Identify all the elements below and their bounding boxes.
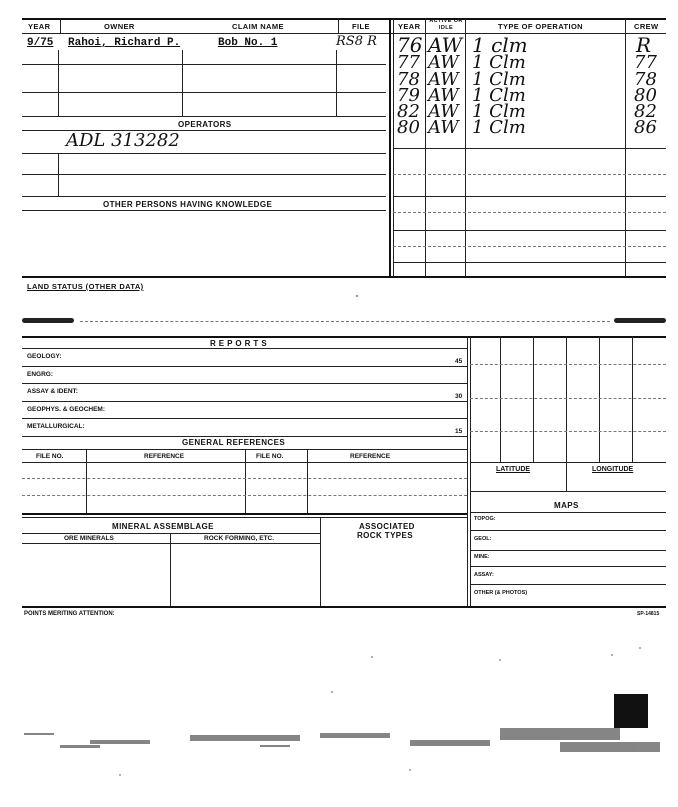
header-year: YEAR xyxy=(28,22,51,31)
activity-header-status: ACTIVE OR IDLE xyxy=(429,18,463,31)
report-label: GEOLOGY: xyxy=(27,353,62,360)
report-number: 30 xyxy=(455,393,463,400)
map-row-label: GEOL: xyxy=(474,536,492,542)
activity-row: 80 xyxy=(634,85,657,106)
activity-row: AW xyxy=(428,117,459,138)
entry-file: RS8 R xyxy=(336,34,377,49)
activity-row: 1 Clm xyxy=(472,69,526,90)
activity-row: AW xyxy=(428,33,463,57)
report-number: 15 xyxy=(455,428,463,435)
activity-row: 79 xyxy=(397,85,420,106)
activity-row: 77 xyxy=(634,52,657,73)
report-label: ENGRG: xyxy=(27,371,53,378)
map-row-label: TOPOG: xyxy=(474,516,496,522)
activity-row: 77 xyxy=(397,52,420,73)
report-label: ASSAY & IDENT: xyxy=(27,388,78,395)
activity-row: 82 xyxy=(634,101,657,122)
activity-row: 86 xyxy=(634,117,657,138)
ore-minerals-label: ORE MINERALS xyxy=(64,535,114,542)
points-meriting-label: POINTS MERITING ATTENTION: xyxy=(24,611,115,617)
reports-title: R E P O R T S xyxy=(210,339,268,348)
operators-label: OPERATORS xyxy=(178,120,232,129)
entry-owner: Rahoi, Richard P. xyxy=(68,37,181,49)
activity-header-year: YEAR xyxy=(398,22,421,31)
other-persons-label: OTHER PERSONS HAVING KNOWLEDGE xyxy=(103,200,273,209)
operators-entry: ADL 313282 xyxy=(66,130,180,151)
activity-row: R xyxy=(636,33,652,57)
ref-col-header: REFERENCE xyxy=(350,453,391,460)
header-claim-name: CLAIM NAME xyxy=(232,22,284,31)
header-file: FILE xyxy=(352,22,370,31)
activity-row: 1 clm xyxy=(472,33,528,57)
activity-row: 1 Clm xyxy=(472,85,526,106)
ref-col-header: FILE NO. xyxy=(36,453,64,460)
map-row-label: MINE: xyxy=(474,554,490,560)
assoc-rock-types-line2: ROCK TYPES xyxy=(357,531,414,540)
entry-claim-name: Bob No. 1 xyxy=(218,37,278,49)
report-number: 45 xyxy=(455,358,463,365)
form-number: SP-14815 xyxy=(637,611,660,617)
map-row-label: OTHER (& PHOTOS) xyxy=(474,590,528,596)
activity-row: AW xyxy=(428,52,459,73)
mineral-title: MINERAL ASSEMBLAGE xyxy=(112,522,214,531)
activity-header-crew: CREW xyxy=(634,22,659,31)
activity-row: 76 xyxy=(397,33,423,57)
assoc-rock-types-line1: ASSOCIATED xyxy=(359,522,415,531)
report-label: GEOPHYS. & GEOCHEM: xyxy=(27,406,106,413)
activity-row: AW xyxy=(428,69,459,90)
activity-row: 1 Clm xyxy=(472,117,526,138)
maps-title: MAPS xyxy=(554,501,579,510)
activity-row: 1 Clm xyxy=(472,101,526,122)
activity-row: 82 xyxy=(397,101,420,122)
activity-row: 80 xyxy=(397,117,420,138)
activity-row: 78 xyxy=(397,69,420,90)
map-row-label: ASSAY: xyxy=(474,572,494,578)
longitude-label: LONGITUDE xyxy=(592,466,634,473)
entry-year: 9/75 xyxy=(27,37,54,49)
rock-forming-label: ROCK FORMING, ETC. xyxy=(204,535,275,542)
report-label: METALLURGICAL: xyxy=(27,423,85,430)
activity-row: AW xyxy=(428,101,459,122)
latitude-label: LATITUDE xyxy=(496,466,531,473)
activity-row: AW xyxy=(428,85,459,106)
activity-header-type: TYPE OF OPERATION xyxy=(498,22,584,31)
header-owner: OWNER xyxy=(104,22,135,31)
ref-col-header: FILE NO. xyxy=(256,453,284,460)
ref-col-header: REFERENCE xyxy=(144,453,185,460)
activity-row: 1 Clm xyxy=(472,52,526,73)
activity-row: 78 xyxy=(634,69,657,90)
general-refs-title: GENERAL REFERENCES xyxy=(182,438,286,447)
land-status-label: LAND STATUS (OTHER DATA) xyxy=(27,282,144,291)
